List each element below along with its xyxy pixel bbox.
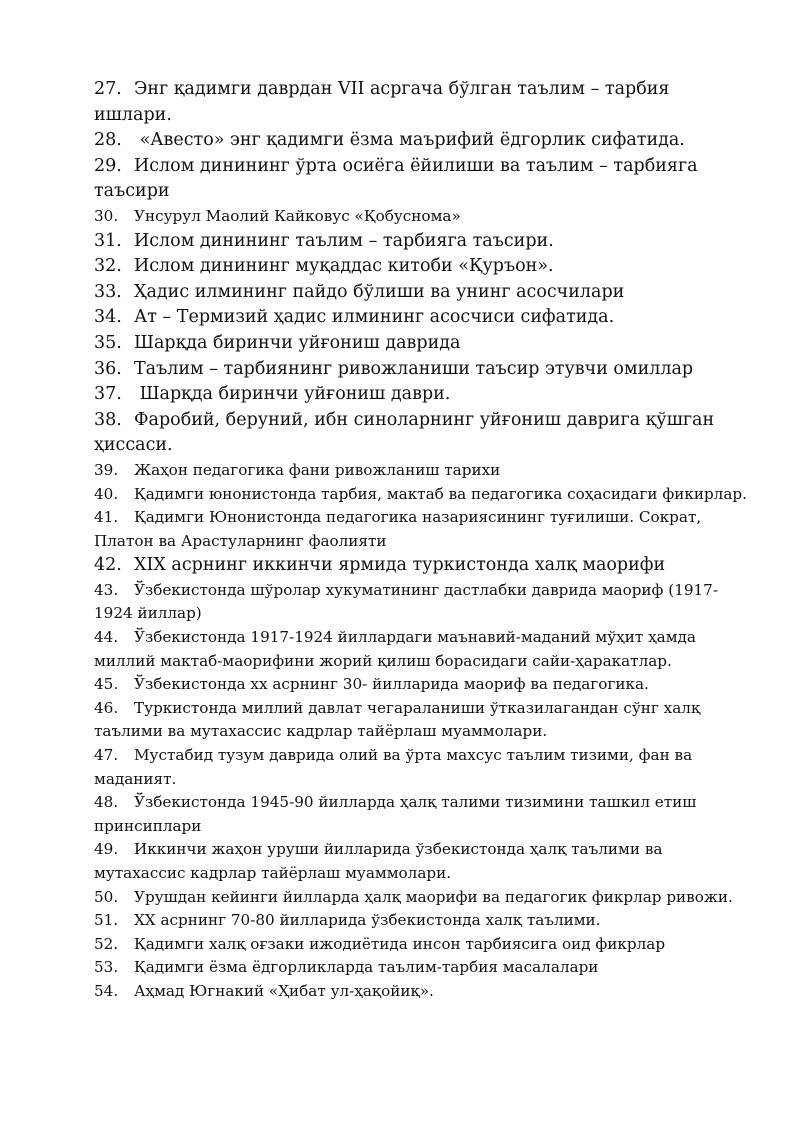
list-item [94,205,748,229]
list-item [94,280,748,306]
list-item [94,382,748,408]
item-number: 43. [94,580,119,599]
item-number: 46. [94,698,119,717]
item-number: 54. [94,981,119,1000]
item-number: 34. [94,307,122,328]
item-number: 32. [94,256,122,277]
item-text: Шарқда биринчи уйғониш даври. [134,384,451,405]
item-text: Қадимги халқ оғзаки ижодиётида инсон тарбиясига оид фикрлар [134,934,666,953]
list-item [94,408,748,459]
item-number: 44. [94,628,119,647]
list-item [94,459,748,483]
item-text: Ислом динининг ўрта осиёга ёйилиши ва таълим – тарбияга таъсири [94,155,698,202]
item-text: Қадимги ёзма ёдгорликларда таълим-тарбия масалалари [134,958,599,977]
list-item [94,933,748,957]
list-item [94,229,748,255]
list-item [94,956,748,980]
item-text: Ўзбекистонда 1917-1924 йиллардаги маънавий-маданий мўҳит ҳамда миллий мактаб-маорифини жорий қилиш борасидаги сайи-ҳаракатлар. [94,628,696,670]
list-item [94,77,748,128]
item-text: Урушдан кейинги йилларда ҳалқ маорифи ва педагогик фикрлар ривожи. [134,887,733,906]
list-item [94,673,748,697]
list-item [94,744,748,791]
item-text: Шарқда биринчи уйғониш даврида [134,332,461,353]
item-number: 37. [94,384,122,405]
item-number: 28. [94,130,122,151]
item-text: XIX асрнинг иккинчи ярмида туркистонда халқ маорифи [134,555,666,576]
item-text: Ҳадис илмининг пайдо бўлиши ва унинг асосчилари [134,281,625,302]
list-item [94,886,748,910]
item-number: 36. [94,358,122,379]
item-number: 45. [94,675,119,694]
item-number: 53. [94,958,119,977]
item-number: 33. [94,281,122,302]
item-text: Иккинчи жаҳон уруши йилларида ўзбекистонда ҳалқ таълими ва мутахассис кадрлар тайёрлаш муаммолари. [94,840,663,882]
item-number: 52. [94,934,119,953]
item-number: 47. [94,746,119,765]
list-item [94,483,748,507]
list-item [94,909,748,933]
item-number: 50. [94,887,119,906]
item-number: 39. [94,460,119,479]
item-number: 27. [94,79,122,99]
item-text: Мустабид тузум даврида олий ва ўрта махсус таълим тизими, фан ва маданият. [94,746,693,788]
item-text: Унсурул Маолий Кайковус «Қобуснома» [134,206,461,225]
item-text: Ўзбекистонда шўролар хукуматининг дастлабки даврида маориф (1917-1924 йиллар) [94,580,718,623]
item-number: 41. [94,508,119,527]
list-item [94,254,748,280]
list-item [94,791,748,838]
item-text: Таълим – тарбиянинг ривожланиши таъсир этувчи омиллар [134,358,694,379]
list-item [94,331,748,357]
list-item [94,506,748,553]
item-text: Жаҳон педагогика фани ривожланиш тарихи [134,460,501,479]
item-text: «Авесто» энг қадимги ёзма маърифий ёдгорлик сифатида. [134,130,685,151]
item-number: 40. [94,484,119,503]
item-number: 51. [94,911,119,930]
item-number: 49. [94,840,119,859]
item-number: 35. [94,332,122,353]
item-text: Фаробий, беруний, ибн синоларнинг уйғониш даврига қўшган ҳиссаси. [94,409,715,456]
item-text: Аҳмад Югнакий «Ҳибат ул-ҳақойиқ». [134,981,434,1000]
item-text: Қадимги Юнонистонда педагогика назариясининг туғилиши. Сократ, Платон ва Арастуларнинг фаолияти [94,508,702,550]
list-item [94,553,748,579]
item-text: Туркистонда миллий давлат чегараланиши ўтказилагандан сўнг халқ таълими ва мутахассис кадрлар тайёрлаш муаммолари. [94,698,701,741]
item-number: 31. [94,230,122,251]
item-text: Ўзбекистонда хх асрнинг 30- йилларида маориф ва педагогика. [134,675,649,694]
item-number: 48. [94,793,119,812]
list-item [94,697,748,744]
item-text: XX асрнинг 70-80 йилларида ўзбекистонда халқ таълими. [134,911,601,930]
list-item [94,626,748,673]
item-number: 30. [94,206,119,225]
item-number: 29. [94,155,122,176]
item-text: Энг қадимги даврдан VII асргача бўлган таълим – тарбия ишлари. [94,79,670,125]
list-item [94,305,748,331]
list-item [94,154,748,205]
item-text: Ўзбекистонда 1945-90 йилларда ҳалқ талими тизимини ташкил етиш принсиплари [94,793,697,835]
item-text: Қадимги юнонистонда тарбия, мактаб ва педагогика соҳасидаги фикирлар. [134,484,747,503]
item-text: Ислом динининг таълим – тарбияга таъсири. [134,230,554,251]
item-text: Ат – Термизий ҳадис илмининг асосчиси сифатида. [134,307,615,328]
item-number: 42. [94,555,122,576]
list-item [94,838,748,885]
list-item [94,128,748,154]
list-item [94,579,748,626]
topic-list [94,77,748,1004]
list-item [94,980,748,1004]
list-item [94,357,748,383]
item-text: Ислом динининг муқаддас китоби «Қуръон». [134,256,554,277]
item-number: 38. [94,409,122,430]
